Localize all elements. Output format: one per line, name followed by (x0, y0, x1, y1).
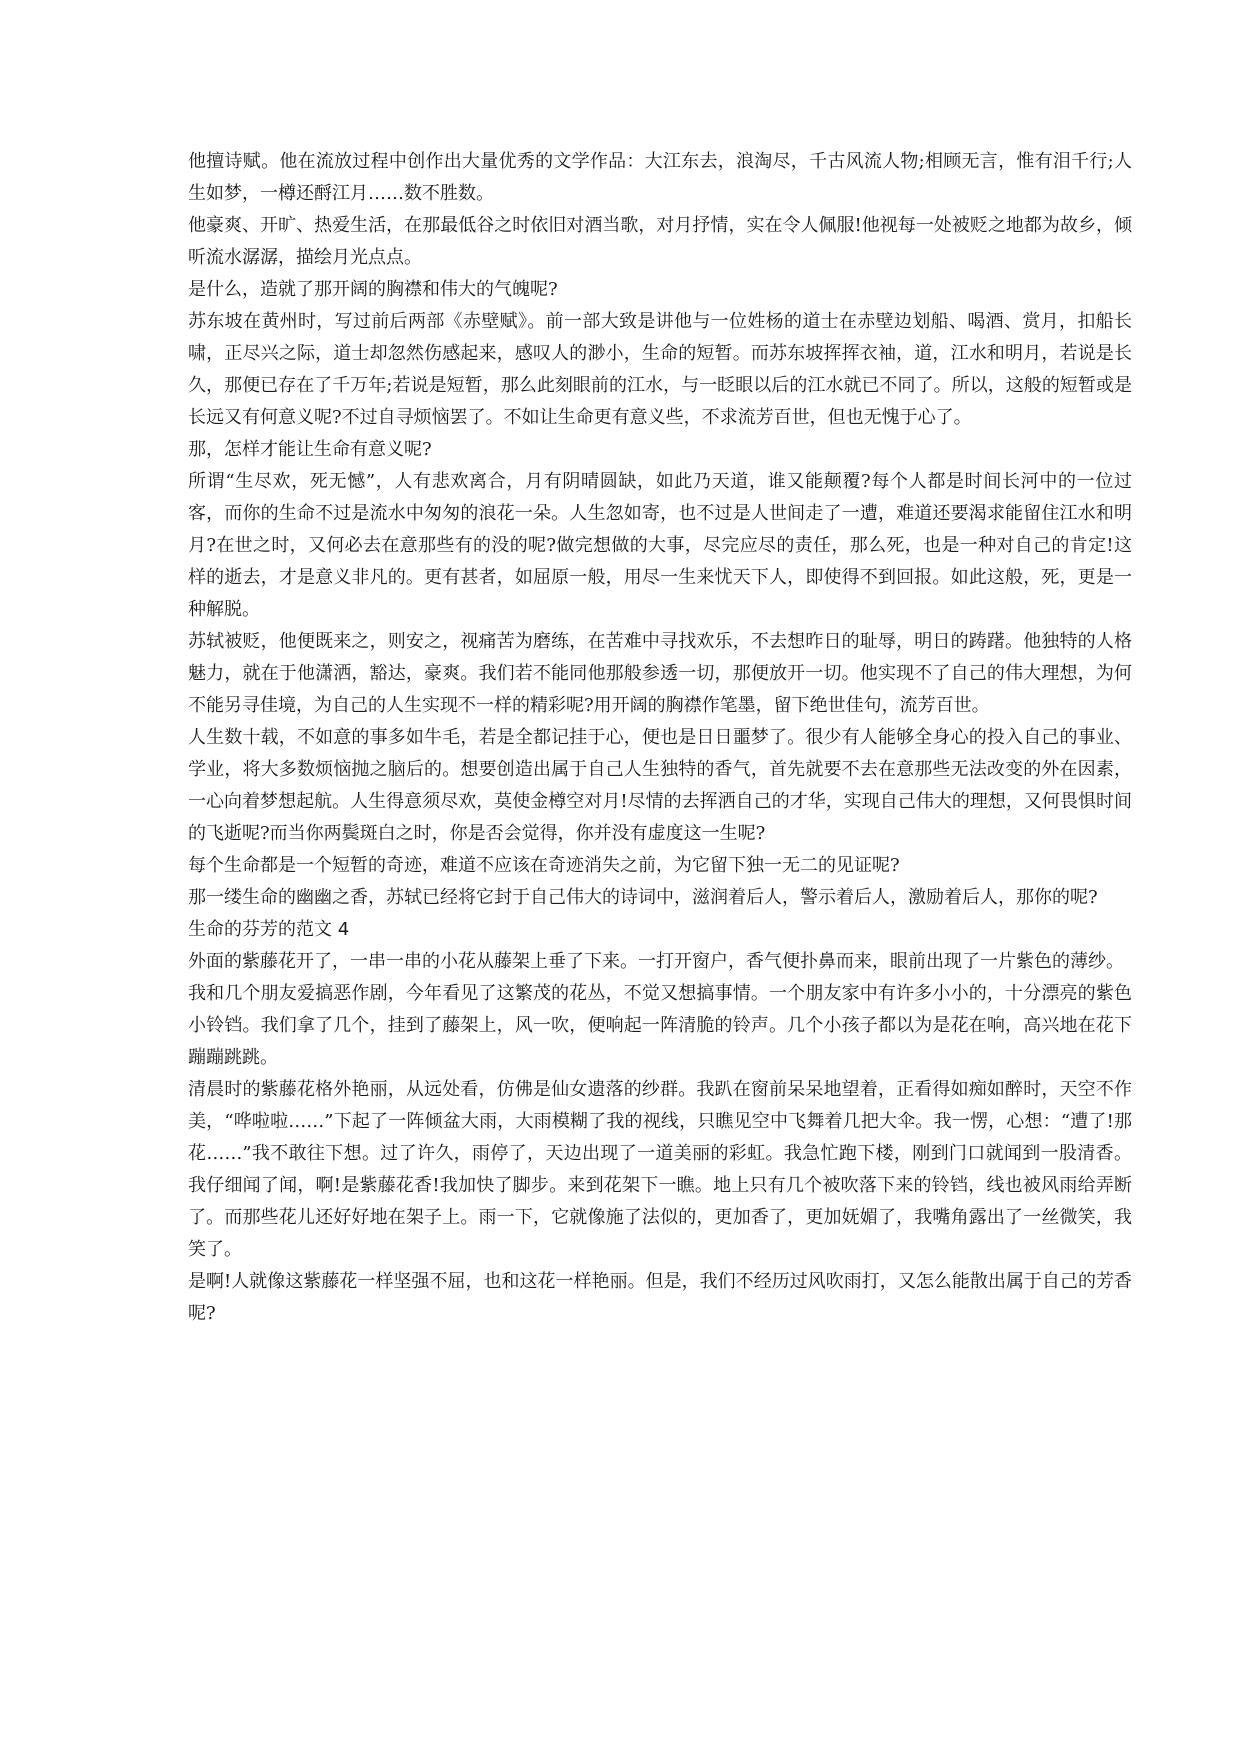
paragraph: 那，怎样才能让生命有意义呢? (188, 439, 432, 460)
paragraph: 苏东坡在黄州时，写过前后两部《赤壁赋》。前一部大致是讲他与一位姓杨的道士在赤壁边划船、喝酒、赏月，扣船长啸，正尽兴之际，道士却忽然伤感起来，感叹人的渺小，生命的短暂。而苏东坡挥挥衣袖，道，江水和明月，若说是长久，那便已存在了千万年;若说是短暂，那么此刻眼前的江水，与一眨眼以后的江水就已不同了。所以，这般的短暂或是长远又有何意义呢?不过自寻烦恼罢了。不如让生命更有意义些，不求流芳百世，但也无愧于心了。 (188, 311, 1132, 428)
paragraph: 所谓“生尽欢，死无憾”，人有悲欢离合，月有阴晴圆缺，如此乃天道，谁又能颠覆?每个人都是时间长河中的一位过客，而你的生命不过是流水中匆匆的浪花一朵。人生忽如寄，也不过是人世间走了一遭，难道还要渴求能留住江水和明月?在世之时，又何必去在意那些有的没的呢?做完想做的大事，尽完应尽的责任，那么死，也是一种对自己的肯定!这样的逝去，才是意义非凡的。更有甚者，如屈原一般，用尽一生来忧天下人，即使得不到回报。如此这般，死，更是一种解脱。 (188, 471, 1132, 620)
paragraph: 每个生命都是一个短暂的奇迹，难道不应该在奇迹消失之前，为它留下独一无二的见证呢? (188, 855, 900, 876)
paragraph: 人生数十载，不如意的事多如牛毛，若是全都记挂于心，便也是日日噩梦了。很少有人能够全身心的投入自己的事业、学业，将大多数烦恼抛之脑后的。想要创造出属于自己人生独特的香气，首先就要不去在意那些无法改变的外在因素，一心向着梦想起航。人生得意须尽欢，莫使金樽空对月!尽情的去挥洒自己的才华，实现自己伟大的理想，又何畏惧时间的飞逝呢?而当你两鬓斑白之时，你是否会觉得，你并没有虚度这一生呢? (188, 727, 1132, 844)
paragraph: 苏轼被贬，他便既来之，则安之，视痛苦为磨练，在苦难中寻找欢乐，不去想昨日的耻辱，明日的踌躇。他独特的人格魅力，就在于他潇洒，豁达，豪爽。我们若不能同他那般参透一切，那便放开一切。他实现不了自己的伟大理想，为何不能另寻佳境，为自己的人生实现不一样的精彩呢?用开阔的胸襟作笔墨，留下绝世佳句，流芳百世。 (188, 631, 1132, 716)
paragraph: 他擅诗赋。他在流放过程中创作出大量优秀的文学作品：大江东去，浪淘尽，千古风流人物;相顾无言，惟有泪千行;人生如梦，一樽还酹江月……数不胜数。 (188, 151, 1132, 204)
paragraph: 那一缕生命的幽幽之香，苏轼已经将它封于自己伟大的诗词中，滋润着后人，警示着后人，激励着后人，那你的呢? (188, 887, 1098, 908)
paragraph: 是啊!人就像这紫藤花一样坚强不屈，也和这花一样艳丽。但是，我们不经历过风吹雨打，又怎么能散出属于自己的芳香呢? (188, 1271, 1132, 1324)
section-heading: 生命的芬芳的范文 4 (188, 919, 350, 940)
paragraph: 外面的紫藤花开了，一串一串的小花从藤架上垂了下来。一打开窗户，香气便扑鼻而来，眼前出现了一片紫色的薄纱。 (188, 951, 1124, 972)
paragraph: 我和几个朋友爱搞恶作剧，今年看见了这繁茂的花丛，不觉又想搞事情。一个朋友家中有许多小小的，十分漂亮的紫色小铃铛。我们拿了几个，挂到了藤架上，风一吹，便响起一阵清脆的铃声。几个小孩子都以为是花在响，高兴地在花下蹦蹦跳跳。 (188, 983, 1132, 1068)
paragraph: 清晨时的紫藤花格外艳丽，从远处看，仿佛是仙女遗落的纱群。我趴在窗前呆呆地望着，正看得如痴如醉时，天空不作美，“哗啦啦……”下起了一阵倾盆大雨，大雨模糊了我的视线，只瞧见空中飞舞着几把大伞。我一愣，心想：“遭了!那花……”我不敢往下想。过了许久，雨停了，天边出现了一道美丽的彩虹。我急忙跑下楼，刚到门口就闻到一股清香。我仔细闻了闻，啊!是紫藤花香!我加快了脚步。来到花架下一瞧。地上只有几个被吹落下来的铃铛，线也被风雨给弄断了。而那些花儿还好好地在架子上。雨一下，它就像施了法似的，更加香了，更加妩媚了，我嘴角露出了一丝微笑，我笑了。 (188, 1079, 1132, 1260)
paragraph: 是什么，造就了那开阔的胸襟和伟大的气魄呢? (188, 279, 558, 300)
paragraph: 他豪爽、开旷、热爱生活，在那最低谷之时依旧对酒当歌，对月抒情，实在令人佩服!他视每一处被贬之地都为故乡，倾听流水潺潺，描绘月光点点。 (188, 215, 1132, 268)
document-body (188, 146, 1132, 1330)
